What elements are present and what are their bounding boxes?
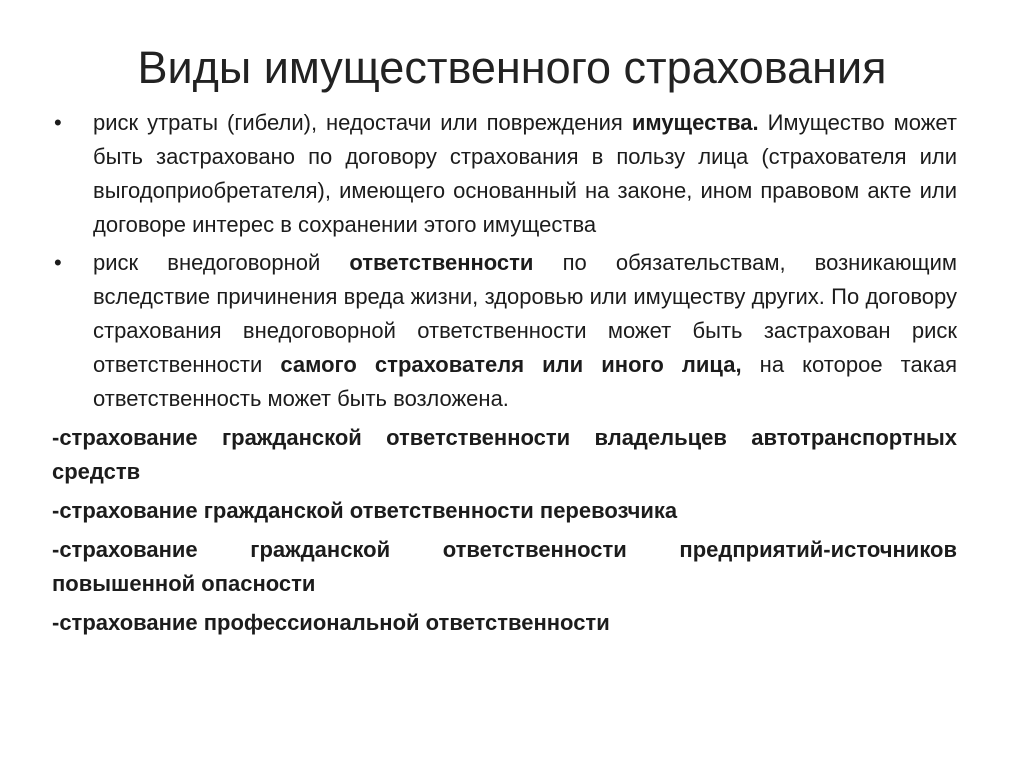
list-item: -страхование гражданской ответственности владельцев автотранспортных средств	[52, 425, 957, 484]
bullet-text: на которое такая ответственность может быть возложена.	[93, 352, 957, 411]
list-item: -страхование гражданской ответственности перевозчика	[52, 498, 678, 523]
bullet-dot: •	[54, 110, 62, 135]
bullet-bold-text: имущества.	[631, 110, 759, 135]
list-item: -страхование гражданской ответственности предприятий-источников повышенной опасности	[52, 537, 957, 596]
bullet-text: риск внедоговорной	[93, 250, 350, 275]
bullet-property-risk	[52, 106, 957, 242]
bullet-dot: •	[54, 250, 62, 275]
slide-title: Виды имущественного страхования	[137, 42, 887, 93]
bullet-bold-text: ответственности	[349, 250, 534, 275]
slide-content	[52, 106, 957, 640]
bullet-liability-risk	[52, 246, 957, 416]
list-item: -страхование профессиональной ответственности	[52, 610, 610, 635]
bullet-text: Имущество может быть застраховано по договору страхования в пользу лица (страхователя или выгодоприобретателя), имеющего основанный на законе, ином правовом акте или договоре интерес в сохранении этого имущества	[93, 110, 957, 237]
bullet-bold-text: самого страхователя или иного лица,	[280, 352, 742, 377]
bullet-text: риск утраты (гибели), недостачи или повреждения	[93, 110, 632, 135]
bullet-text: по обязательствам, возникающим вследствие причинения вреда жизни, здоровью или имуществу других. По договору страхования внедоговорной ответственности может быть застрахован риск ответственности	[93, 250, 957, 377]
